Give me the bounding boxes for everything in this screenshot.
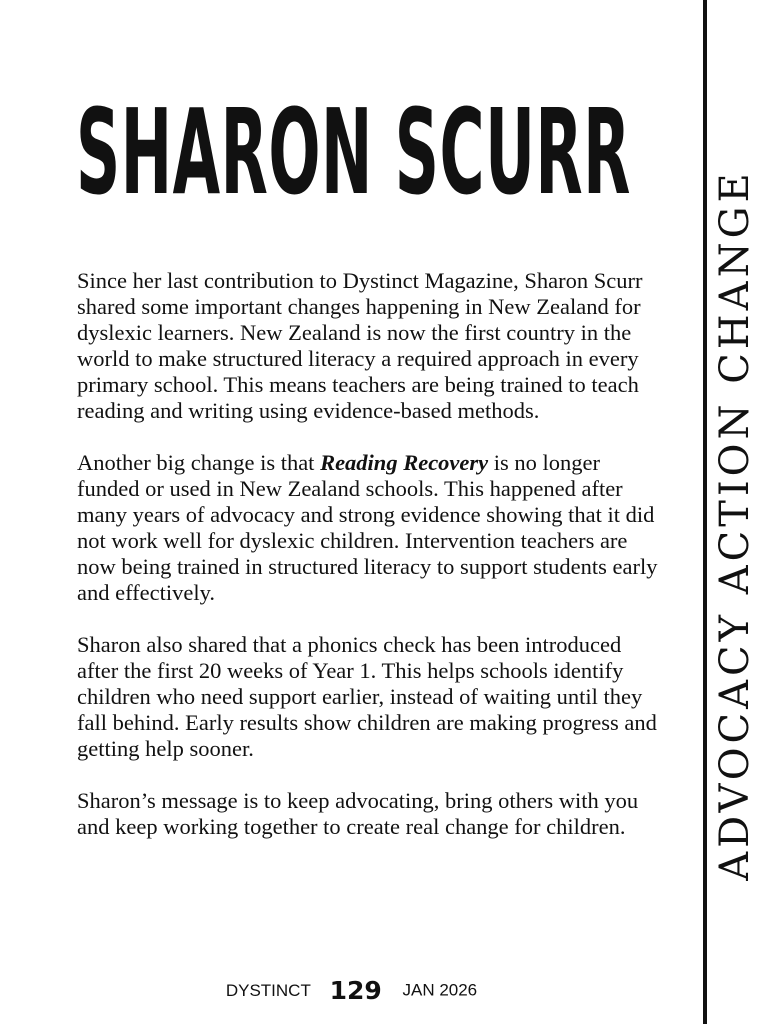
paragraph-1: Since her last contribution to Dystinct Magazine, Sharon Scurr shared some important changes happening in New Zealand for dyslexic learners. New Zealand is now the first country in the world to make structured literacy a required approach in every primary school. This means teachers are being trained to teach reading and writing using evidence-based methods. xyxy=(77,268,643,423)
footer-page-number: 129 xyxy=(329,975,382,1005)
paragraph-3: Sharon also shared that a phonics check has been introduced after the first 20 weeks of Year 1. This helps schools identify children who need support earlier, instead of waiting until they fall behind. Early results show children are making progress and getting help sooner. xyxy=(77,632,657,761)
paragraph-4: Sharon’s message is to keep advocating, bring others with you and keep working together to create real change for children. xyxy=(77,788,639,839)
footer-publication: DYSTINCT xyxy=(225,980,311,1000)
paragraph-2-intro: Another big change is that xyxy=(77,450,321,475)
vertical-divider xyxy=(703,0,707,1024)
article-body xyxy=(77,268,667,866)
sidebar-tagline: ADVOCACY ACTION CHANGE xyxy=(712,169,758,881)
article-title: SHARON SCURR xyxy=(76,83,631,221)
page-footer xyxy=(0,972,703,1008)
reading-recovery-emphasis: Reading Recovery xyxy=(320,450,489,475)
paragraph-2 xyxy=(77,450,667,606)
footer-issue-date: JAN 2026 xyxy=(402,980,478,1000)
paragraph-2-rest: is no longer funded or used in New Zealand schools. This happened after many years of advocacy and strong evidence showing that it did not work well for dyslexic children. Intervention teachers are now being trained in structured literacy to support students early and effectively. xyxy=(77,450,658,605)
